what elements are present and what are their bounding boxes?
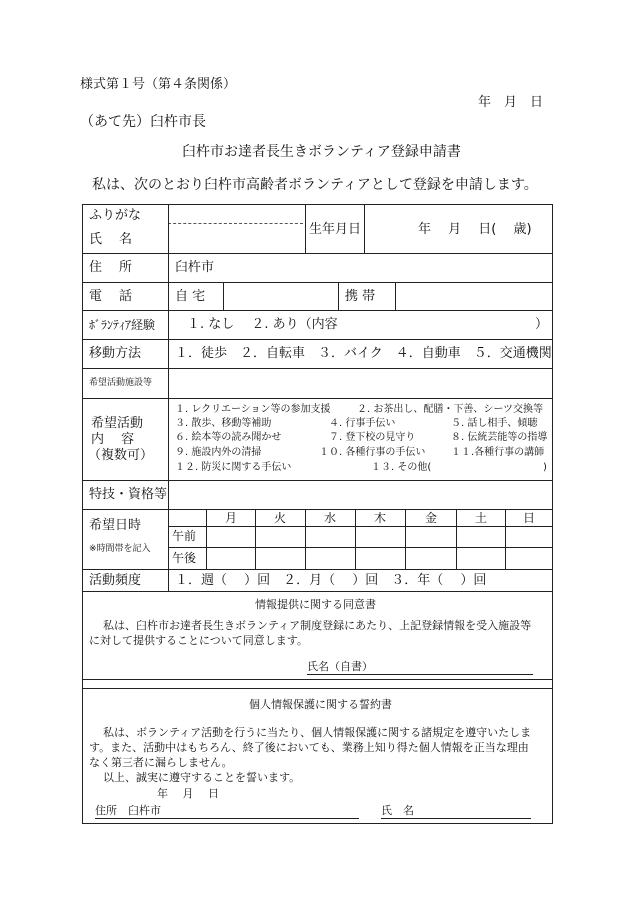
row-line [83,591,552,592]
frequency-options: １．週（ ）回 ２．月（ ）回 ３．年（ ）回 [175,573,487,588]
activity-item: １２. 防災に関する手伝い [175,462,292,473]
experience-close: ） [535,317,549,332]
col-line [364,205,365,253]
day-col-line [206,509,207,569]
consent-body-2: に対して提供することについて同意します。 [89,634,308,647]
activity-item: １１.各種行事の講師 [451,447,545,458]
pledge-body: 私は、ボランティア活動を行うに当たり、個人情報保護に関する諸規定を遵守いたしま [103,726,532,739]
row-line [83,368,552,369]
day-col-line [505,509,506,569]
am-label: 午前 [172,529,197,543]
day-header: 水 [324,511,337,525]
consent-title: 情報提供に関する同意書 [255,598,376,611]
day-header: 月 [225,511,238,525]
date-line: 年 月 日 [478,95,544,110]
frequency-label: 活動頻度 [89,573,142,588]
transport-options: １．徒歩 ２．自転車 ３．バイク ４．自動車 ５．交通機関 [175,346,552,361]
activity-item: １. レクリエーション等の参加支援 [175,404,331,415]
experience-options: １. なし ２. あり（内容 [187,317,338,332]
activity-item: ７. 登下校の見守り [329,432,416,443]
row-line [83,688,552,689]
pledge-title: 個人情報保護に関する誓約書 [249,698,392,711]
col-line [305,205,306,253]
schedule-note: ※時間帯を記入 [89,544,151,554]
row-line [83,398,552,399]
consent-body: 私は、臼杵市お達者長生きボランティア制度登録にあたり、上記登録情報を受入施設等 [103,619,532,632]
day-col-line [255,509,256,569]
home-phone-label: 自 宅 [175,289,206,304]
activity-item: １０. 各種行事の手伝い [319,447,426,458]
activity-item: ５. 話し相手、傾聴 [451,418,538,429]
day-header: 木 [374,511,387,525]
row-line [83,310,552,311]
day-header: 日 [523,511,536,525]
activity-item: ９. 施設内外の清掃 [175,447,262,458]
row-line [83,253,552,254]
furigana-divider [168,223,303,224]
experience-label: ﾎﾞﾗﾝﾃｨｱ経験 [89,318,156,332]
day-col-line [456,509,457,569]
pledge-body-4: 以上、誠実に遵守することを誓います。 [103,771,301,784]
day-col-line [355,509,356,569]
day-header: 土 [475,511,488,525]
row-line [83,339,552,340]
pledge-name-label: 氏 名 [381,804,414,817]
col-line [223,282,224,310]
schedule-line [168,526,552,527]
form-number: 様式第１号（第４条関係） [80,77,237,92]
activity-item: ８. 伝統芸能等の指導 [451,432,548,443]
consent-signature-line[interactable] [307,661,533,675]
consent-signature-label: 氏名（自書） [307,660,373,673]
col-line [338,282,339,310]
phone-label: 電 話 [89,289,135,304]
facility-label: 希望活動施設等 [89,378,153,388]
name-label: 氏 名 [89,232,135,247]
pledge-body-2: す。また、活動中はもちろん、終了後においても、業務上知り得た個人情報を正当な理由 [89,741,529,754]
skills-label: 特技・資格等 [89,487,168,502]
col-line [395,282,396,310]
transport-label: 移動方法 [89,346,142,361]
application-form [82,204,553,824]
addressee: （あて先）臼杵市長 [80,114,206,130]
pledge-date: 年 月 日 [157,787,219,800]
row-line [83,480,552,481]
activity-label-2: 内 容 [91,432,135,447]
activity-close: ) [543,462,547,473]
pledge-body-3: なく第三者に漏らしません。 [89,756,233,769]
row-line [83,569,552,570]
activity-item: ２. お茶出し、配膳・下善、シーツ交換等 [357,404,543,415]
row-line [83,509,552,510]
activity-item: １３. その他( [371,462,432,473]
day-header: 火 [274,511,287,525]
activity-item: ４. 行事手伝い [329,418,396,429]
schedule-label: 希望日時 [89,518,142,533]
mobile-phone-label: 携 帯 [345,289,376,304]
furigana-label: ふりがな [89,208,142,223]
intro-text: 私は、次のとおり臼杵市高齢者ボランティアとして登録を申請します。 [92,177,538,193]
day-col-line [305,509,306,569]
birth-value: 年 月 日( 歳) [418,222,532,237]
pledge-address-label: 住所 臼杵市 [95,804,161,817]
address-value: 臼杵市 [175,260,215,275]
day-header: 金 [425,511,438,525]
pledge-address-line[interactable] [95,805,359,819]
activity-label: 希望活動 [91,416,144,431]
pm-label: 午後 [172,551,197,565]
activity-item: ６. 絵本等の読み聞かせ [175,432,282,443]
pledge-name-line[interactable] [381,805,531,819]
label-column-line [168,205,169,591]
page-title: 臼杵市お達者長生きボランティア登録申請書 [182,144,461,160]
address-label: 住 所 [89,260,135,275]
row-line [83,679,552,680]
schedule-line [168,547,552,548]
day-col-line [405,509,406,569]
activity-label-3: （複数可） [88,448,154,463]
birth-label: 生年月日 [309,222,362,237]
row-line [83,282,552,283]
activity-item: ３. 散歩、移動等補助 [175,418,272,429]
